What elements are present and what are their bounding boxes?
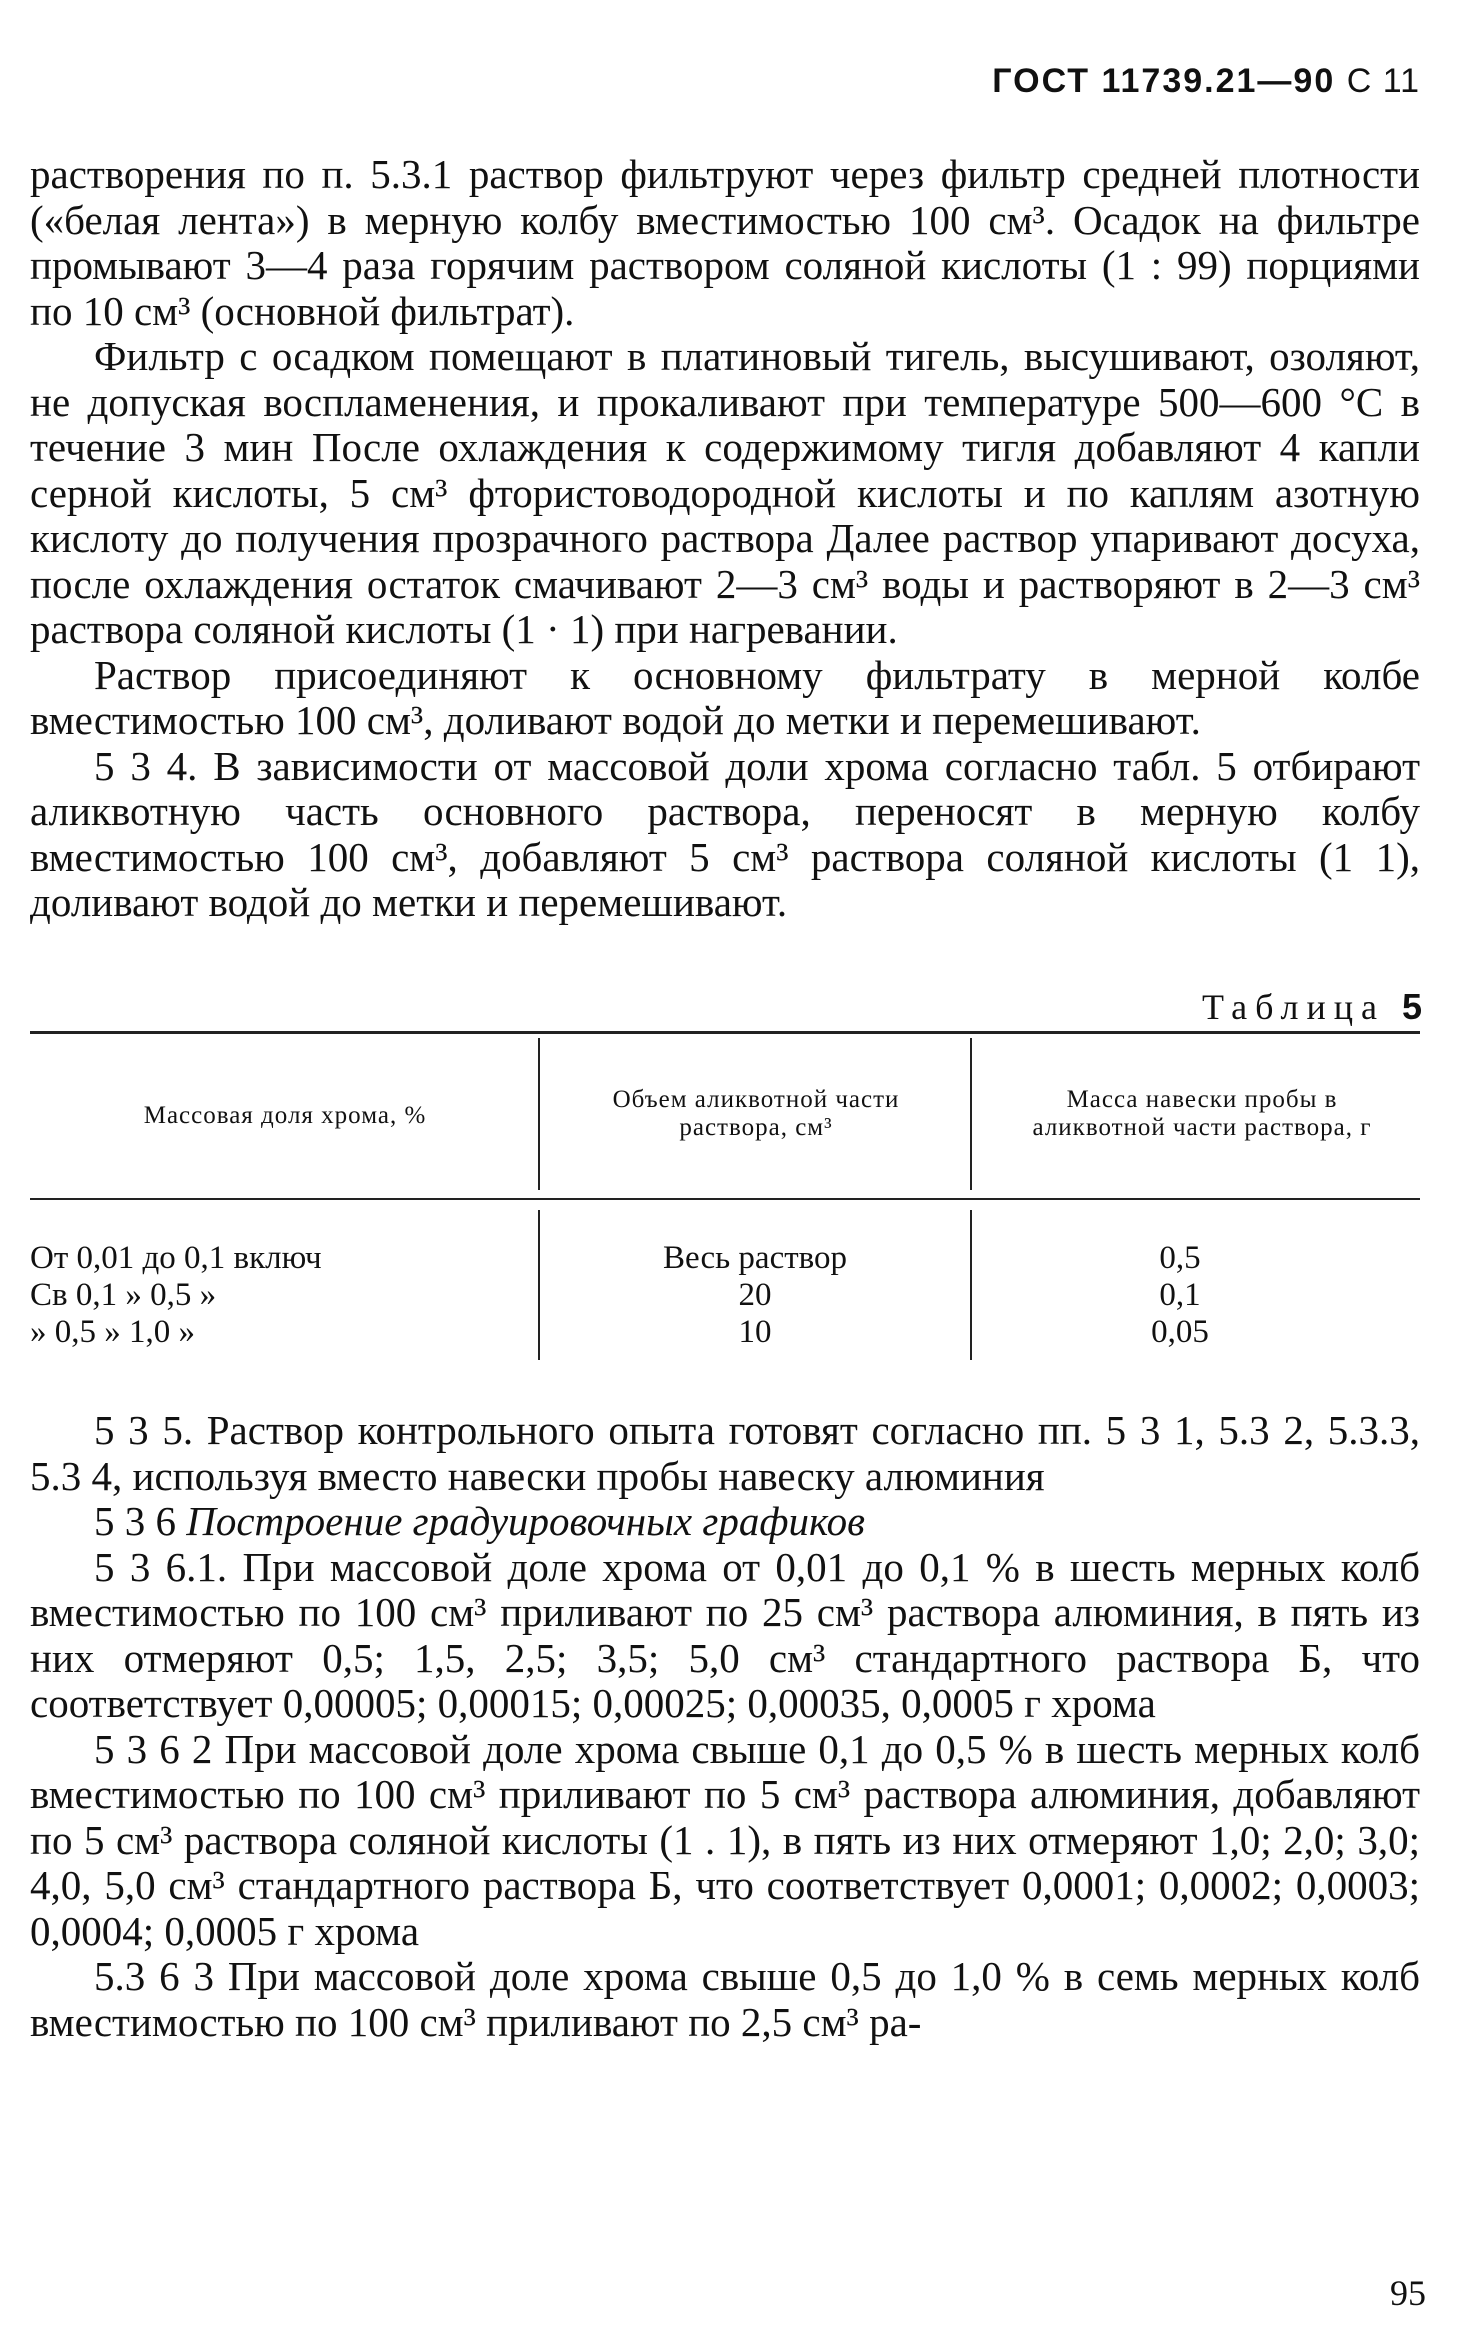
section-heading-5-3-6 — [30, 1499, 1420, 1545]
paragraph-filter-residue: Фильтр с осадком помещают в платиновый тигель, высушивают, озоляют, не допуская воспламенения, и прокаливают при температуре 500—600 °С в течение 3 мин После охлаждения к содержимому тигля добавляют 4 капли серной кислоты, 5 см³ фтористоводородной кислоты и по каплям азотную кислоту до получения прозрачного раствора Далее раствор упаривают досуха, после охлаждения остаток смачивают 2—3 см³ воды и растворяют в 2—3 см³ раствора соляной кислоты (1 · 1) при нагревании. — [30, 333, 1420, 652]
table-column-range — [30, 1240, 530, 1351]
table-cell-volume: Весь раствор — [663, 1240, 847, 1276]
table-column-divider-2 — [970, 1038, 972, 1190]
table-column-mass — [1010, 1240, 1350, 1351]
paragraph-5-3-6-3: 5.3 6 3 При массовой доле хрома свыше 0,5 до 1,0 % в семь мерных колб вместимостью по 100 см³ приливают по 2,5 см³ ра- — [30, 1953, 1420, 2045]
paragraph-combine-filtrate: Раствор присоединяют к основному фильтрату в мерной колбе вместимостью 100 см³, доливают водой до метки и перемешивают. — [30, 651, 1420, 743]
table-cell-mass: 0,05 — [1151, 1314, 1209, 1350]
table-caption-word: Таблица — [1202, 987, 1385, 1027]
paragraph-5-3-5: 5 3 5. Раствор контрольного опыта готовят согласно пп. 5 3 1, 5.3 2, 5.3.3, 5.3 4, используя вместо навески пробы навеску алюминия — [30, 1407, 1420, 1499]
table-cell-range: Св 0,1 » 0,5 » — [30, 1277, 217, 1313]
paragraph-5-3-6-2: 5 3 6 2 При массовой доле хрома свыше 0,1 до 0,5 % в шесть мерных колб вместимостью по 100 см³ приливают по 5 см³ раствора алюминия, добавляют по 5 см³ раствора соляной кислоты (1 . 1), в пять из них отмеряют 1,0; 2,0; 3,0; 4,0, 5,0 см³ стандартного раствора Б, что соответствует 0,0001; 0,0002; 0,0003; 0,0004; 0,0005 г хрома — [30, 1725, 1420, 1954]
table-cell-range: От 0,01 до 0,1 включ — [30, 1240, 322, 1276]
section-title: Построение градуировочных графиков — [186, 1498, 865, 1544]
table-cell-mass: 0,1 — [1159, 1277, 1201, 1313]
table-caption — [0, 986, 1422, 1028]
table-cell-range: » 0,5 » 1,0 » — [30, 1314, 195, 1350]
bottom-text-block — [30, 1408, 1420, 2045]
table-column-divider-1-body — [538, 1210, 540, 1360]
top-text-block — [30, 152, 1420, 926]
paragraph-5-3-6-1: 5 3 6.1. При массовой доле хрома от 0,01 до 0,1 % в шесть мерных колб вместимостью по 100 см³ приливают по 25 см³ раствора алюминия, в пять из них отмеряют 0,5; 1,5, 2,5; 3,5; 5,0 см³ стандартного раствора Б, что соответствует 0,00005; 0,00015; 0,00025; 0,00035, 0,0005 г хрома — [30, 1543, 1420, 1726]
table-caption-number: 5 — [1401, 986, 1422, 1027]
table-header-mass-fraction: Массовая доля хрома, % — [143, 1102, 427, 1129]
standard-code: ГОСТ 11739.21—90 — [992, 62, 1336, 100]
table-cell-volume: 10 — [738, 1314, 772, 1350]
table-column-volume — [550, 1240, 960, 1351]
table-header-sample-mass: Масса навески пробы в аликвотной части раствора, г — [1032, 1086, 1372, 1141]
table-top-rule — [30, 1031, 1420, 1034]
table-header-aliquot-volume: Объем аликвотной части раствора, см³ — [612, 1086, 900, 1141]
section-number: 5 3 6 — [94, 1498, 176, 1544]
page-number: 95 — [1390, 2273, 1426, 2313]
table-column-divider-1 — [538, 1038, 540, 1190]
table-cell-volume: 20 — [738, 1277, 772, 1313]
table-cell-mass: 0,5 — [1159, 1240, 1201, 1276]
paragraph-5-3-4: 5 3 4. В зависимости от массовой доли хрома согласно табл. 5 отбирают аликвотную часть основного раствора, переносят в мерную колбу вместимостью 100 см³, добавляют 5 см³ раствора соляной кислоты (1 1), доливают водой до метки и перемешивают. — [30, 742, 1420, 925]
header-page-ref: С 11 — [1346, 62, 1420, 100]
table-column-divider-2-body — [970, 1210, 972, 1360]
table-header-rule — [30, 1198, 1420, 1200]
paragraph-continuation: растворения по п. 5.3.1 раствор фильтруют через фильтр средней плотности («белая лента») в мерную колбу вместимостью 100 см³. Осадок на фильтре промывают 3—4 раза горячим раствором соляной кислоты (1 : 99) порциями по 10 см³ (основной фильтрат). — [30, 151, 1420, 334]
page-header — [0, 62, 1420, 101]
